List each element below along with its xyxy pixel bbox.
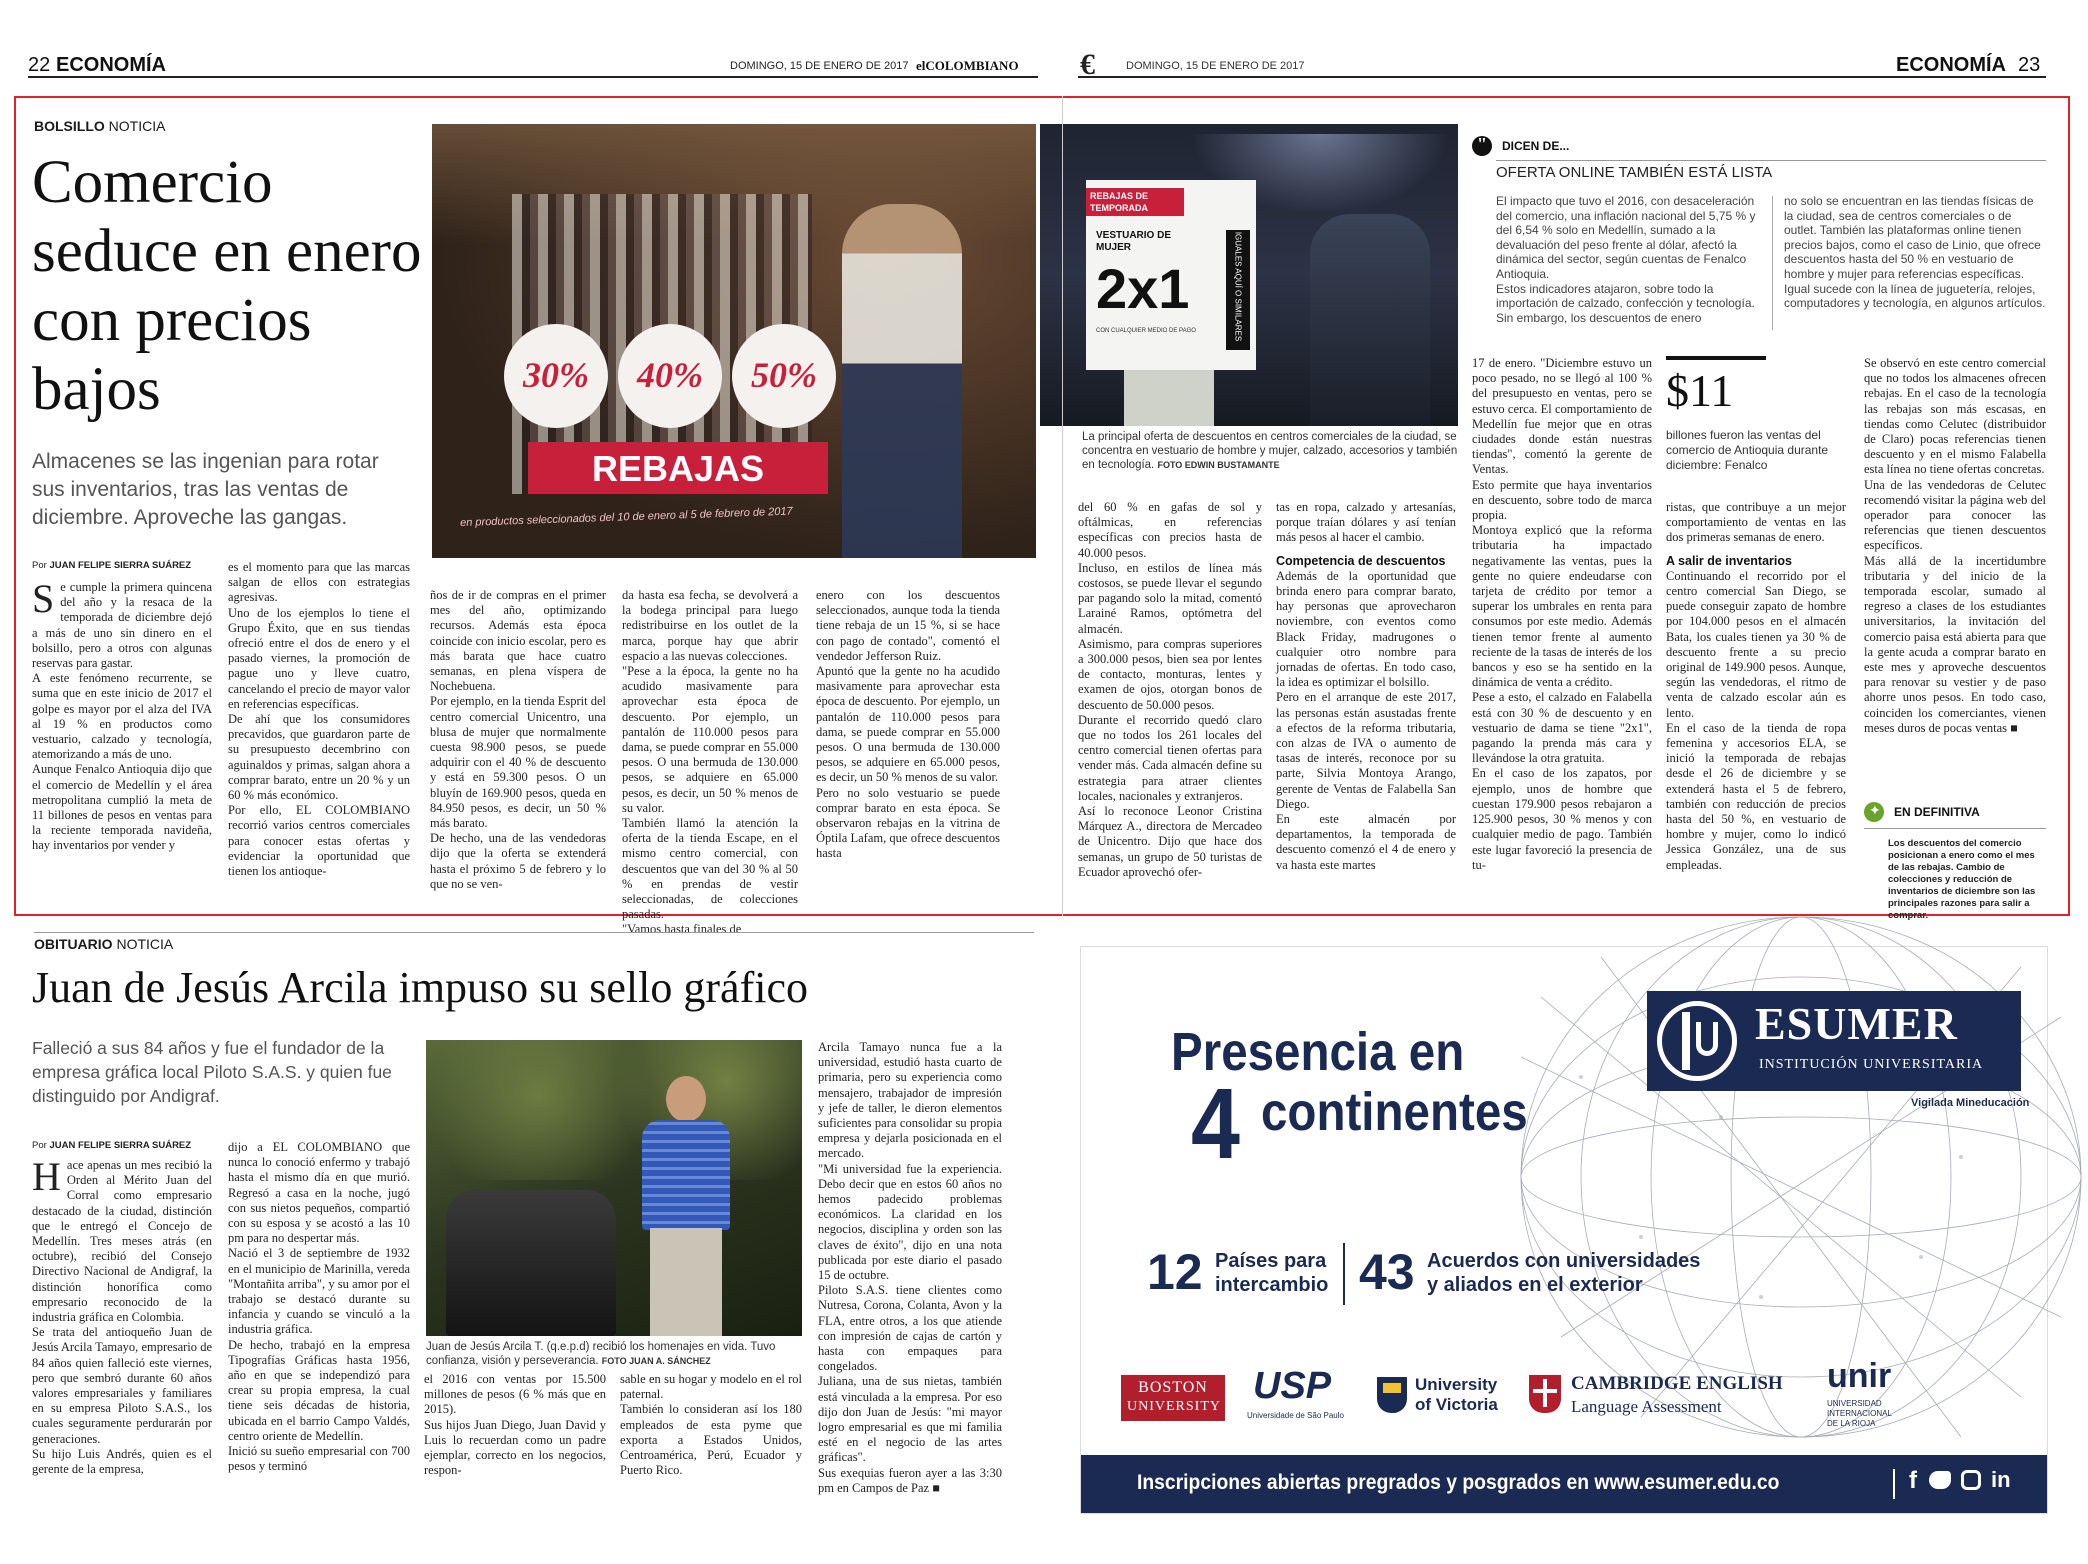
paper-logo-icon: € bbox=[1080, 48, 1095, 81]
stat1-text: Países para intercambio bbox=[1215, 1250, 1329, 1296]
twitter-icon[interactable] bbox=[1929, 1471, 1951, 1489]
photo3-caption: Juan de Jesús Arcila T. (q.e.p.d) recibió los homenajes en vida. Tuvo confianza, visión y perseverancia. FOTO JUAN A. SÁNCHEZ bbox=[426, 1341, 776, 1367]
foliage bbox=[426, 1040, 802, 1180]
stat-value: $11 bbox=[1666, 365, 1734, 416]
stat-text: billones fueron las ventas del comercio de Antioquia durante diciembre: Fenalco bbox=[1666, 428, 1829, 472]
ad-headline-word: continentes bbox=[1261, 1082, 1528, 1142]
stat-box bbox=[1666, 356, 1766, 360]
discount-badge: 30% bbox=[504, 324, 608, 428]
social-divider bbox=[1893, 1469, 1895, 1499]
en-definitiva-text: Los descuentos del comercio posicionan a enero como el mes de las rebajas. Cambio de colecciones y reducción de inventarios de diciembre son las principales razones para salir a comprar. bbox=[1888, 838, 2036, 921]
article1-column: S e cumple la primera quincena del año y la resaca de la temporada de diciembre dejó a más de uno sin dinero en el bolsillo, pero a otros con algunas reservas para gastar. A este fenómeno recurrente, se suma que en este inicio de 2017 el golpe es mayor por el alza del IVA al 19 % en productos como vestuario, calzado y tecnología, atemorizando a más de uno. Aunque Fenalco Antioquia dijo que el comercio de Medellín y el área metropolitana cumplió la meta de 11 billones de pesos en ventas para la reciente temporada navideña, hay inventarios por vender y bbox=[32, 576, 212, 853]
article2-column: sable en su hogar y modelo en el rol paternal. También lo consideran así los 180 empleados de esta pyme que exporta a Estados Unidos, Centroamérica, Perú, Ecuador y Puerto Rico. bbox=[620, 1372, 802, 1478]
kicker-type: NOTICIA bbox=[116, 936, 174, 952]
stat2-number: 43 bbox=[1359, 1244, 1415, 1300]
portrait-photo bbox=[426, 1040, 802, 1336]
check-icon: ✦ bbox=[1864, 802, 1884, 822]
esumer-logo bbox=[1647, 991, 2021, 1091]
store-window-photo bbox=[432, 124, 1036, 558]
cambridge-logo: CAMBRIDGE ENGLISH Language Assessment bbox=[1529, 1371, 1799, 1423]
subhead: Competencia de descuentos bbox=[1276, 553, 1446, 568]
article2-headline: Juan de Jesús Arcila impuso su sello gráfico bbox=[32, 963, 808, 1012]
paper-name: elCOLOMBIANO bbox=[916, 58, 1019, 73]
stat-divider bbox=[1343, 1243, 1345, 1305]
stat1-number: 12 bbox=[1147, 1244, 1203, 1300]
facebook-icon[interactable]: f bbox=[1909, 1467, 1917, 1494]
dicen-label: DICEN DE... bbox=[1502, 139, 1570, 153]
man-figure bbox=[636, 1076, 736, 1336]
header-date-right: DOMINGO, 15 DE ENERO DE 2017 bbox=[1126, 60, 1305, 72]
kicker-section: BOLSILLO bbox=[34, 118, 105, 134]
article1-column: ristas, que contribuye a un mejor comportamiento de ventas en las dos primeras semanas de enero. A salir de inventarios Continuando el recorrido por el centro comercial San Diego, se puede conseguir zapato de hombre por 104.000 pesos en el almacén Bata, los cuales tienen ya 30 % de descuento frente a su precio original de 149.900 pesos. Aunque, según las vendedoras, el ritmo de venta de calzado escolar aún es lento. En el caso de la tienda de ropa femenina y accesorios ELA, se inició la temporada de rebajas desde el 26 de diciembre y se extenderá hasta el 5 de febrero, también con reducción de precios hasta del 50 %, en vestuario de hombre y mujer, como lo indicó Jessica González, una de sus empleadas. bbox=[1666, 500, 1846, 872]
article2-byline: Por JUAN FELIPE SIERRA SUÁREZ bbox=[32, 1140, 192, 1151]
article1-column: da hasta esa fecha, se devolverá a la bodega principal para luego redistribuirse en los outlet de la marca, porque hay que abrir espacio a las nuevas colecciones. "Pese a la época, la gente no ha acudido masivamente para aprovechar esta época de descuento. Por ejemplo, un pantalón de 110.000 pesos para dama, se puede comprar en 55.000 pesos. O una bermuda de 130.000 pesos, se adquiere en 65.000 pesos, es decir, un 50 % menos de su valor. También llamó la atención la oferta de la tienda Escape, en el mismo centro comercial, con descuentos que van del 30 % al 50 % en prendas de vestir seleccionadas, de colecciones pasadas. "Vamos hasta finales de bbox=[622, 588, 798, 937]
article1-byline: Por JUAN FELIPE SIERRA SUÁREZ bbox=[32, 560, 192, 571]
article1-kicker bbox=[34, 118, 165, 134]
article2-kicker bbox=[34, 932, 1034, 952]
discount-badge: 40% bbox=[618, 324, 722, 428]
left-page-header bbox=[28, 54, 1038, 78]
photo2-caption: La principal oferta de descuentos en centros comerciales de la ciudad, se concentra en vestuario de hombre y mujer, calzado, accesorios y también en tecnología. FOTO EDWIN BUSTAMANTE bbox=[1082, 431, 1458, 471]
victoria-crest-icon bbox=[1377, 1377, 1407, 1413]
subhead: A salir de inventarios bbox=[1666, 553, 1792, 568]
linkedin-icon[interactable]: in bbox=[1991, 1467, 2011, 1492]
discount-badge: 50% bbox=[732, 324, 836, 428]
stat2-text: Acuerdos con universidades y aliados en el exterior bbox=[1427, 1250, 1701, 1296]
en-definitiva-label: EN DEFINITIVA bbox=[1894, 805, 1980, 819]
dicen-de-box bbox=[1472, 136, 2052, 332]
dicen-col1: El impacto que tuvo el 2016, con desaceleración del comercio, una inflación nacional del 5,75 % y del 6,54 % solo en Medellín, sumado a la devaluación del peso frente al dólar, afectó la dinámica del sector, según cuentas de Fenalco Antioquia. Estos indicadores atajaron, sobre todo la importación de calzado, confección y tecnología. Sin embargo, los descuentos de enero bbox=[1496, 194, 1756, 325]
mannequin bbox=[1310, 214, 1430, 426]
boston-university-logo: BOSTON UNIVERSITY bbox=[1121, 1375, 1225, 1421]
right-page-header bbox=[1078, 48, 2046, 81]
esumer-name: ESUMER bbox=[1755, 998, 1958, 1049]
dicen-title: OFERTA ONLINE TAMBIÉN ESTÁ LISTA bbox=[1496, 160, 2046, 181]
victoria-logo: University of Victoria bbox=[1377, 1375, 1517, 1421]
printing-press bbox=[446, 1190, 616, 1336]
article1-column: 17 de enero. "Diciembre estuvo un poco pesado, no se llegó al 100 % del presupuesto en ventas, pero se estuvo cerca. El comportamiento de Medellín fue mejor que en otras ciudades donde están nuestras tiendas", comentó la gerente de Ventas. Esto permite que haya inventarios en descuento, sobre todo de marca propia. Montoya explicó que la reforma tributaria ha impactado negativamente las ventas, pues la gente no quiere endeudarse con tarjeta de crédito por temor a superar los umbrales en renta para consumos por este medio. Además tienen temor frente al aumento reciente de la tasas de interés de los bancos y eso se ha sentido en la dinámica de venta a crédito. Pese a esto, el calzado en Falabella está con 30 % de descuento y en vestuario de dama se tiene "2x1", pagando la prenda más cara y llevándose la otra gratuita. En el caso de los zapatos, por ejemplo, unos de hombre que cuestan 179.900 pesos rebajaron a 125.900 pesos, 30 % menos y con cualquier medio de pago. También este lugar favoreció la presencia de tu- bbox=[1472, 356, 1652, 872]
article1-headline: Comercio seduce en enero con precios bajos bbox=[32, 149, 422, 423]
dicen-col2: no solo se encuentran en las tiendas físicas de la ciudad, sea de centros comerciales o de outlet. También las plataformas online tienen precios bajos, como el caso de Linio, que ofrece descuentos hasta del 50 % en vestuario de hombre y mujer para referencias específicas. Igual sucede con la línea de juguetería, relojes, computadores y tecnología, en algunos artículos. bbox=[1784, 194, 2046, 311]
promo-sign-side: IGUALES AQUÍ O SIMILARES bbox=[1226, 230, 1250, 350]
esumer-ad bbox=[1080, 946, 2048, 1514]
ad-footer bbox=[1081, 1455, 2047, 1513]
header-date: DOMINGO, 15 DE ENERO DE 2017 bbox=[730, 60, 909, 72]
article1-column: enero con los descuentos seleccionados, aunque toda la tienda tiene rebaja de un 15 %, si se hace con pago de contado", comentó el vendedor Jefferson Ruiz. Apuntó que la gente no ha acudido masivamente para aprovechar esta época de descuento. Por ejemplo, un pantalón de 110.000 pesos para dama, se puede comprar en 55.000 pesos. O una bermuda de 130.000 pesos, se adquiere en 65.000 pesos, es decir, un 50 % menos de su valor. Pero no solo vestuario se puede comprar barato en esta época. Se observaron rebajas en la vitrina de Óptila Lafam, que ofrece descuentos hasta bbox=[816, 588, 1000, 861]
kicker-type: NOTICIA bbox=[108, 118, 166, 134]
page-number: 22 bbox=[28, 54, 51, 76]
article2-column: el 2016 con ventas por 15.500 millones de pesos (6 % más que en 2015). Sus hijos Juan Diego, Juan David y Luis lo recuerdan como un padre ejemplar, correcto en los negocios, respon- bbox=[424, 1372, 606, 1478]
vigilada-text: Vigilada Mineducación bbox=[1911, 1097, 2030, 1109]
sign-stand bbox=[1124, 370, 1214, 426]
article2-column: Arcila Tamayo nunca fue a la universidad, estudió hasta cuarto de primaria, pero su experiencia como mensajero, trabajador de impresión y jefe de taller, le dieron elementos suficientes para consolidar su propia empresa y dejarla posicionada en el mercado. "Mi universidad fue la experiencia. Debo decir que en estos 60 años no hemos padecido problemas económicos. La claridad en los negocios, disciplina y orden son las claves de éxito", dijo en una nota publicada por este diario el pasado 15 de octubre. Piloto S.A.S. tiene clientes como Nutresa, Corona, Colanta, Avon y la FLA, entre otros, a los que atiende con impresión de cajas de cartón y hasta con empaques para congelados. Juliana, una de sus nietas, también está vinculada a la empresa. Por eso dijo don Juan de Jesús: "mi mayor logro empresarial es que mi familia esté en el negocio de las artes gráficas". Sus exequias fueron ayer a las 3:30 pm en Campos de Paz ■ bbox=[818, 1040, 1002, 1495]
section-name: ECONOMÍA bbox=[56, 54, 166, 76]
article1-dek: Almacenes se las ingenian para rotar sus inventarios, tras las ventas de diciembre. Aproveche las gangas. bbox=[32, 450, 379, 529]
promo-sign-header: REBAJAS DE TEMPORADA bbox=[1086, 188, 1184, 216]
article1-column: tas en ropa, calzado y artesanías, porque traían dólares y así tenían más pesos al hacer el cambio. Competencia de descuentos Además de la oportunidad que brinda enero para comprar barato, hay personas que aprovecharon noviembre, con eventos como Black Friday, madrugones o cualquier otro nombre para jornadas de ofertas. En todo caso, la idea es optimizar el bolsillo. Pero en el arranque de este 2017, las personas están asustadas frente a efectos de la reforma tributaria, con alzas de IVA o aumento de tasas de interés, reconoce por su parte, Silvia Montoya Arango, gerente de Ventas de Falabella San Diego. En este almacén por departamentos, la temporada de descuento comenzó el 4 de enero y va hasta este martes bbox=[1276, 500, 1456, 872]
quote-icon: " bbox=[1472, 136, 1492, 156]
article1-column: Se observó en este centro comercial que no todos los almacenes ofrecen rebajas. En el caso de la tecnología las rebajas son más escasas, en tiendas como Celutec (distribuidor de Claro) pocas referencias tienen descuento y en el mismo Falabella esta línea no tiene ofertas concretas. Una de las vendedoras de Celutec recomendó visitar la página web del operador para conocer las referencias que tienen descuentos específicos. Más allá de la incertidumbre tributaria y del inicio de la temporada escolar, sumado al regreso a clases de los estudiantes universitarios, la invitación del comercio paisa está abierta para que la gente acuda a comprar barato en este mes y aproveche descuentos para renovar su vestier y de paso ahorre unos pesos. En todo caso, coinciden los comerciantes, vienen meses duros de pocas ventas ■ bbox=[1864, 356, 2046, 735]
page-number-right: 23 bbox=[2018, 54, 2041, 76]
instagram-icon[interactable] bbox=[1961, 1470, 1981, 1490]
kicker-section: OBITUARIO bbox=[34, 936, 113, 952]
unir-logo: unir UNIVERSIDAD INTERNACIONAL DE LA RIOJA bbox=[1827, 1357, 1892, 1428]
article2-column: dijo a EL COLOMBIANO que nunca lo conoció enfermo y trabajó hasta el mismo día en que murió. Regresó a casa en la noche, jugó con sus nietos pequeños, compartió con su esposa y se acostó a las 10 pm para no despertar más. Nació el 3 de septiembre de 1932 en el municipio de Marinilla, vereda "Montañita arriba", y su amor por el trabajo se destacó durante su infancia y cuando se vinculó a la industria gráfica. De hecho, trabajó en la empresa Tipografías Gráficas hasta 1956, año en que se independizó para crear su propia empresa, la cual tiene seis décadas de historia, ubicada en el barrio Campo Valdés, centro oriente de Medellín. Inició su sueño empresarial con 700 pesos y terminó bbox=[228, 1140, 410, 1474]
rebajas-banner: REBAJAS bbox=[528, 442, 828, 494]
promo-sign: REBAJAS DE TEMPORADA VESTUARIO DE MUJER 2x1 CON CUALQUIER MEDIO DE PAGO IGUALES AQUÍ O SIMILARES bbox=[1086, 180, 1256, 370]
rebajas-banner-sub: en productos seleccionados del 10 de enero al 5 de febrero de 2017 bbox=[459, 505, 793, 530]
dicen-divider bbox=[1772, 196, 1773, 330]
usp-logo: USP Universidade de São Paulo bbox=[1247, 1365, 1344, 1420]
ad-headline-num: 4 bbox=[1191, 1068, 1240, 1180]
column-rule bbox=[1062, 96, 1063, 916]
section-name-right: ECONOMÍA bbox=[1896, 54, 2006, 76]
article1-column: del 60 % en gafas de sol y oftálmicas, en referencias específicas con precios hasta de 40.000 pesos. Incluso, en estilos de línea más costosos, se puede llevar el segundo par pagando solo la mitad, comentó Larainé Ramos, optómetra del almacén. Asimismo, para compras superiores a 300.000 pesos, bien sea por lentes de contacto, monturas, lentes y examen de ojos, otorgan bonos de descuento de 50.000 pesos. Durante el recorrido quedó claro que no todos los 261 locales del centro comercial tienen ofertas para vender más. Cada almacén define su estrategia para atraer clientes locales, nacionales y extranjeros. Así lo reconoce Leonor Cristina Márquez A., directora de Mercadeo de Unicentro. Dijo que hace dos semanas, un grupo de 50 turistas de Ecuador aprovechó ofer- bbox=[1078, 500, 1262, 879]
esumer-sub: INSTITUCIÓN UNIVERSITARIA bbox=[1759, 1057, 1984, 1072]
cambridge-crest-icon bbox=[1529, 1375, 1561, 1413]
en-definitiva-box bbox=[1864, 800, 2046, 921]
ad-footer-text[interactable]: Inscripciones abiertas pregrados y posgrados en www.esumer.edu.co bbox=[1137, 1471, 1780, 1494]
article2-dek: Falleció a sus 84 años y fue el fundador de la empresa gráfica local Piloto S.A.S. y quien fue distinguido por Andigraf. bbox=[32, 1038, 392, 1106]
ad-headline-line1: Presencia en bbox=[1171, 1022, 1465, 1082]
article1-column: es el momento para que las marcas salgan de ellos con estrategias agresivas. Uno de los ejemplos lo tiene el Grupo Éxito, que en sus tiendas ofreció entre el dos de enero y el pasado viernes, la promoción de pague uno y lleve cuatro, cancelando el precio de mayor valor en referencias específicas. De ahí que los consumidores precavidos, que guardaron parte de su presupuesto decembrino con aguinaldos y primas, salgan ahora a comprar barato, entre un 20 % y un 60 % más económico. Por ello, EL COLOMBIANO recorrió varios centros comerciales para conocer estas ofertas y evidenciar la oportunidad que tienen los antioque- bbox=[228, 560, 410, 879]
esumer-emblem-icon bbox=[1657, 1001, 1737, 1081]
dropcap: S bbox=[32, 576, 55, 621]
dropcap: H bbox=[32, 1154, 61, 1199]
store-sign-photo bbox=[1040, 124, 1458, 426]
article1-column: ños de ir de compras en el primer mes del año, optimizando recursos. Además esta época coincide con inicio escolar, pero es más barata que hace cuatro semanas, en plena víspera de Nochebuena. Por ejemplo, en la tienda Esprit del centro comercial Unicentro, una blusa de mujer que normalmente cuesta 98.900 pesos, se puede adquirir con el 40 % de descuento y está en 59.300 pesos. O un bluyín de 169.900 pesos, queda en 84.950 pesos, es decir, un 50 % más barato. De hecho, una de las vendedoras dijo que la oferta se extenderá hasta el próximo 5 de febrero y lo que no se ven- bbox=[430, 588, 606, 891]
article2-column: H ace apenas un mes recibió la Orden al Mérito Juan del Corral como empresario destacado de la ciudad, distinción que le entregó el Concejo de Medellín. Tres meses atrás (en octubre), recibió del Consejo Directivo Nacional de Andigraf, la distinción honorífica como empresario reconocido de la industria gráfica en Colombia. Se trata del antioqueño Juan de Jesús Arcila Tamayo, empresario de 84 años quien falleció este viernes, pero que sembró durante 60 años valores empresariales y familiares en su empresa Piloto S.A.S., los cuales seguramente perdurarán por generaciones. Su hijo Luis Andrés, quien es el gerente de la empresa, bbox=[32, 1154, 212, 1477]
